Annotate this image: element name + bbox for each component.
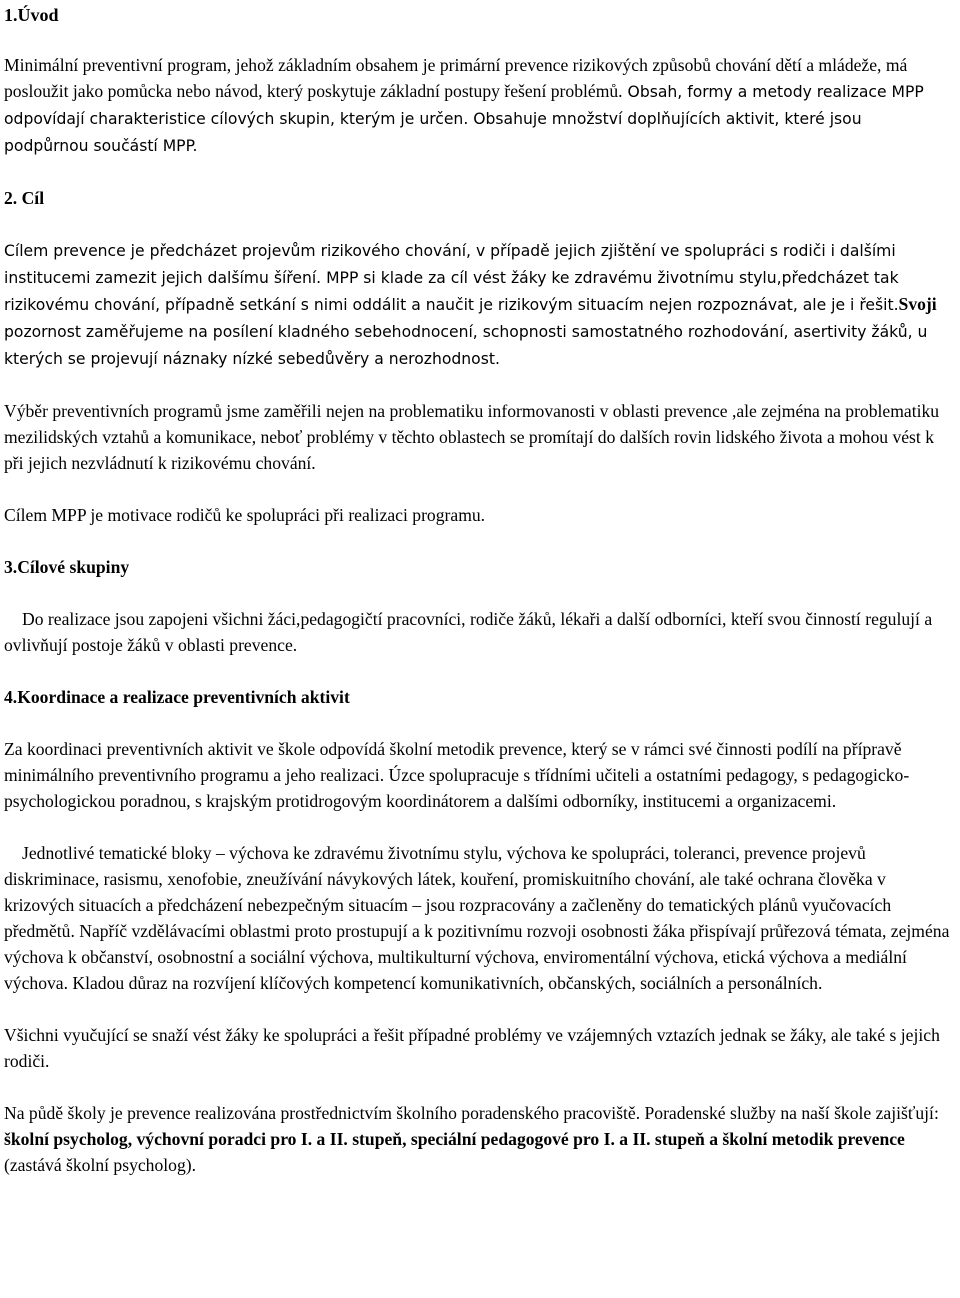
cil-text-b: MPP si klade za cíl vést žáky ke zdravému životnímu stylu,předcházet tak rizikovému chování, případně setkání s nimi oddálit a naučit je rizikovým situacím nejen rozpoznávat, ale je i řešit. — [4, 269, 899, 314]
paragraph-cil-1 — [4, 237, 950, 372]
koordinace-4-text-a: Na půdě školy je prevence realizována prostřednictvím školního poradenského pracoviště. Poradenské služby na naší škole zajišťují: — [4, 1103, 939, 1123]
paragraph-cil-2: Výběr preventivních programů jsme zaměřili nejen na problematiku informovanosti v oblasti prevence ,ale zejména na problematiku mezilidských vztahů a komunikace, neboť problémy v těchto oblastech se promítají do dalších rovin lidského života a mohou vést k při jejich nezvládnutí k rizikovému chování. — [4, 401, 940, 473]
heading-cilove-skupiny: 3.Cílové skupiny — [4, 557, 130, 577]
paragraph-koordinace-1 — [4, 736, 950, 814]
uvod-text-c: Obsahuje množství doplňujících aktivit, které jsou podpůrnou součástí MPP. — [4, 110, 862, 155]
cil-text-d: pozornost zaměřujeme na posílení kladného sebehodnocení, schopnosti samostatného rozhodování, asertivity žáků, u kterých se projevují náznaky nízké sebedůvěry a nerozhodnost. — [4, 323, 928, 368]
koordinace-text-b: Úzce spolupracuje s třídními učiteli a ostatními pedagogy, s pedagogicko-psychologickou poradnou, s krajským protidrogovým koordinátorem a dalšími odborníky, institucemi a organizacemi. — [4, 765, 910, 811]
koordinace-4-text-c: (zastává školní psycholog). — [4, 1155, 197, 1175]
heading-koordinace: 4.Koordinace a realizace preventivních aktivit — [4, 687, 350, 707]
cil-text-a: Cílem prevence je předcházet projevům rizikového chování, v případě jejich zjištění ve spolupráci s rodiči i dalšími institucemi zamezit jejich dalšímu šíření. — [4, 242, 896, 287]
koordinace-text-a: Za koordinaci preventivních aktivit ve škole odpovídá školní metodik prevence, který se v rámci své činnosti podílí na přípravě minimálního preventivního programu a jeho realizaci. — [4, 739, 902, 785]
heading-uvod: 1.Úvod — [4, 5, 59, 25]
cil-text-c: Svoji — [898, 294, 937, 314]
paragraph-uvod — [4, 52, 950, 159]
paragraph-koordinace-4 — [4, 1100, 950, 1178]
paragraph-cil-3: Cílem MPP je motivace rodičů ke spolupráci při realizaci programu. — [4, 505, 486, 525]
koordinace-4-text-bold: školní psycholog, výchovní poradci pro I. a II. stupeň, speciální pedagogové pro I. a II. stupeň a školní metodik prevence — [4, 1129, 905, 1149]
paragraph-koordinace-3: Všichni vyučující se snaží vést žáky ke spolupráci a řešit případné problémy ve vzájemných vztazích jednak se žáky, ale také s jejich rodiči. — [4, 1025, 940, 1071]
uvod-text-a: Minimální preventivní program, jehož základním obsahem je primární prevence rizikových způsobů chování dětí a mládeže, má posloužit jako pomůcka nebo návod, který poskytuje základní postupy řešení problémů. — [4, 55, 908, 101]
paragraph-skupiny: Do realizace jsou zapojeni všichni žáci,pedagogičtí pracovníci, rodiče žáků, lékaři a další odborníci, kteří svou činností regulují a ovlivňují postoje žáků v oblasti prevence. — [4, 609, 933, 655]
uvod-text-b: Obsah, formy a metody realizace MPP odpovídají charakteristice cílových skupin, kterým je určen. — [4, 83, 924, 128]
heading-cil: 2. Cíl — [4, 188, 45, 208]
paragraph-koordinace-2: Jednotlivé tematické bloky – výchova ke zdravému životnímu stylu, výchova ke spolupráci, toleranci, prevence projevů diskriminace, rasismu, xenofobie, zneužívání návykových látek, kouření, promiskuitního chování, ale také ochrana člověka v krizových situacích a předcházení nebezpečným situacím – jsou rozpracovány a začleněny do tematických plánů vyučovacích předmětů. Napříč vzdělávacími oblastmi proto prostupují a k pozitivnímu rozvoji osobnosti žáka přispívají průřezová témata, zejména výchova k občanství, osobnostní a sociální výchova, multikulturní výchova, enviromentální výchova, etická výchova a mediální výchova. Kladou důraz na rozvíjení klíčových kompetencí komunikativních, občanských, sociálních a personálních. — [4, 843, 950, 993]
